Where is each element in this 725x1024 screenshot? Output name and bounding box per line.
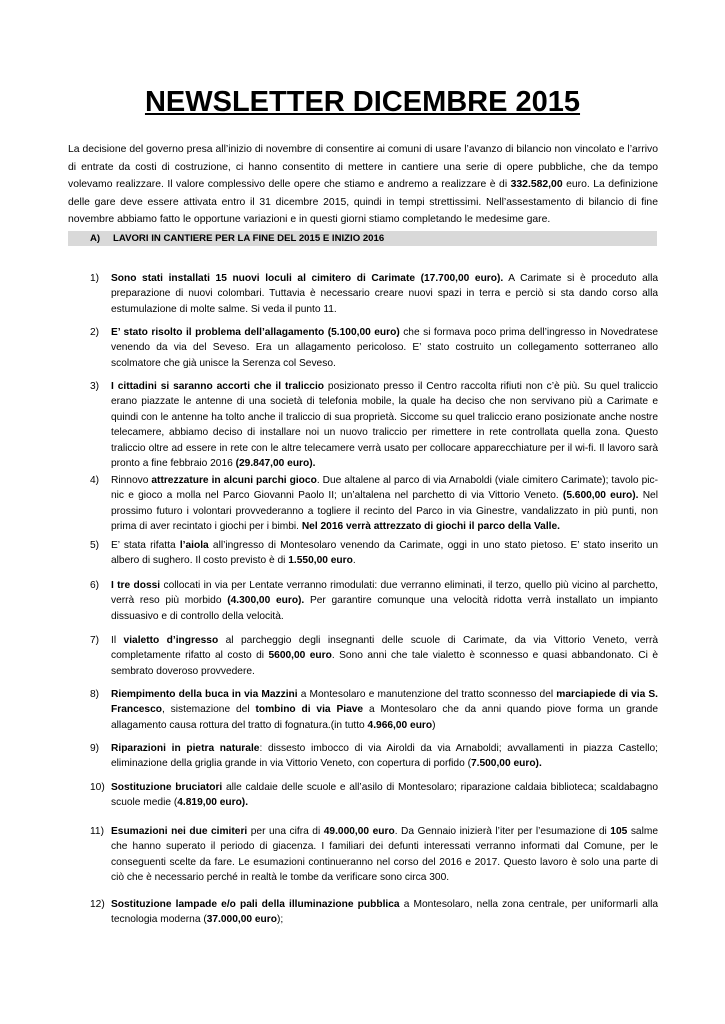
text-run: posizionato presso il Centro raccolta rifiuti non c’è più. Su quel traliccio erano piazzate le antenne di una società di telefonia mobile, la quale ha deciso che non servivano più a Carimate e quindi con le antenne ha tolto anche il traliccio di sua proprietà. Siccome su quel traliccio erano posizionate anche nostre telecamere, abbiamo deciso di installare noi un nuovo traliccio per rimettere in rete controllata quella zona. Questo traliccio oltre ad essere in rete con le altre telecamere verrà usato per collocare apparecchiature per il wi-fi. Il lavoro sarà pronto a fine febbraio 2016	[111, 381, 658, 470]
bold-text: Sono stati installati 15 nuovi loculi al cimitero di Carimate (17.700,00 euro).	[111, 273, 504, 284]
text-run: Il	[111, 635, 124, 646]
item-text	[111, 379, 658, 471]
text-run: a Montesolaro, nella zona centrale, per uniformarli alla tecnologia moderna (	[111, 899, 658, 926]
text-run: Rinnovo	[111, 475, 152, 486]
text-run: La decisione del governo presa all’inizio di novembre di consentire ai comuni di usare l’avanzo di bilancio non vincolato e l’arrivo di entrate da costi di costruzione, ci hanno consentito di mettere in cantiere una serie di opere pubbliche, che da tempo volevamo realizzare. Il valore complessivo delle opere che stiamo e andremo a realizzare è di	[68, 144, 658, 191]
text-run: che si formava poco prima dell’ingresso in Novedratese venendo da via del Seveso. Era un allagamento pericoloso. E’ stato costruito un collegamento sotterraneo allo scolmatore che già unisce la Serenza col Seveso.	[111, 327, 658, 369]
text-run: Nel prossimo futuro i volontari provvederanno a togliere il recinto del Parco in via Ginestre, vandalizzato in più punti, non prima di aver recintato i giochi per i bimbi.	[111, 490, 658, 533]
bold-text: 105	[610, 826, 628, 837]
text-run: Per garantire comunque una velocità ridotta verrà installato un impianto dissuasivo e di controllo della velocità.	[111, 595, 658, 622]
item-number: 10)	[90, 782, 105, 793]
item-number: 1)	[90, 273, 100, 284]
section-title: LAVORI IN CANTIERE PER LA FINE DEL 2015 E INIZIO 2016	[113, 233, 385, 244]
bold-text: 1.550,00 euro	[288, 555, 353, 567]
bold-text: 332.582,00	[510, 179, 563, 191]
bold-text: (5.600,00 euro).	[562, 490, 639, 502]
item-text	[111, 538, 658, 569]
text-run: , sistemazione del	[161, 704, 256, 716]
item-number: 3)	[90, 381, 100, 392]
text-run: al parcheggio degli insegnanti delle scuole di Carimate, da via Vittorio Veneto, verrà completamente rifatto al costo di	[111, 635, 658, 662]
bold-text: Riparazioni in pietra naturale	[111, 743, 260, 754]
text-run: A Carimate si è proceduto alla preparazione di nuovi colombari. Tuttavia è necessario creare nuovi spazi in terra e perciò si sta dando corso alla estumulazione di molte salme. Si veda il punto 11.	[111, 273, 658, 315]
item-number: 8)	[90, 689, 100, 700]
intro-paragraph	[68, 141, 658, 229]
item-number: 7)	[90, 635, 100, 646]
item-number: 5)	[90, 540, 100, 551]
bold-text: Esumazioni nei due cimiteri	[111, 826, 248, 837]
item-text	[111, 325, 658, 371]
text-run: . Sono anni che tale vialetto è sconnesso e quasi abbandonato. Ci è sembrato doveroso provvedere.	[111, 650, 659, 677]
text-run: a Montesolaro e manutenzione del tratto sconnesso del	[297, 689, 557, 700]
bold-text: 49.000,00 euro	[323, 826, 395, 837]
item-number: 11)	[90, 826, 104, 837]
bold-text: 4.819,00 euro).	[177, 797, 249, 809]
bold-text: Nel 2016 verrà attrezzato di giochi il parco della Valle.	[301, 521, 561, 533]
text-run: euro. La definizione delle gare deve essere attivata entro il 31 dicembre 2015, quindi in tempi strettissimi. Nell’assestamento di bilancio di fine novembre abbiamo fatto le opportune variazioni e in questi giorni stiamo completando le medesime gare.	[68, 179, 658, 226]
item-number: 12)	[90, 899, 105, 910]
item-number: 9)	[90, 743, 100, 754]
item-number: 4)	[90, 475, 100, 486]
item-text	[111, 687, 658, 733]
section-header	[68, 231, 657, 246]
bold-text: I tre dossi	[111, 580, 161, 591]
bold-text: 5600,00 euro	[268, 650, 332, 662]
text-run: per una cifra di	[247, 826, 324, 837]
bold-text: 7.500,00 euro).	[470, 758, 542, 770]
bold-text: Riempimento della buca in via Mazzini	[111, 689, 298, 700]
text-run: . Da Gennaio inizierà l’iter per l’esumazione di	[394, 826, 611, 837]
item-text	[111, 578, 658, 624]
bold-text: 37.000,00 euro	[206, 914, 277, 926]
text-run: salme che hanno superato il periodo di giacenza. I familiari dei defunti interessati verranno informati dal Comune, per le conseguenti scelte da fare. Le esumazioni continueranno nel corso del 2016 e 2017. Questo lavoro è solo una parte di ciò che è necessario perché in realtà le tombe da verificare sono circa 300.	[111, 826, 658, 884]
text-run: : dissesto imbocco di via Airoldi da via Arnaboldi; avvallamenti in piazza Castello; eliminazione della griglia grande in via Vittorio Veneto, con copertura di porfido (	[111, 743, 658, 770]
text-run: .	[352, 555, 356, 567]
text-run: collocati in via per Lentate verranno rimodulati: due verranno eliminati, il terzo, quello più vicino al parchetto, verrà reso più morbido	[111, 580, 659, 607]
section-letter: A)	[90, 233, 101, 244]
item-number: 6)	[90, 580, 100, 591]
bold-text: (29.847,00 euro).	[235, 458, 316, 470]
text-run: E’ stata rifatta	[111, 540, 180, 551]
item-text	[111, 780, 658, 811]
item-number: 2)	[90, 327, 100, 338]
text-run: alle caldaie delle scuole e all’asilo di Montesolaro; riparazione caldaia biblioteca; scaldabagno scuole medie (	[111, 782, 659, 809]
bold-text: 4.966,00 euro	[367, 719, 433, 731]
text-run: a Montesolaro che da anni quando piove forma un grande allagamento causa rottura del tratto di fognatura.(in tutto	[111, 704, 658, 731]
text-run: . Due altalene al parco di via Arnaboldi (viale cimitero Carimate); tavolo pic-nic e gioco a molla nel Parco Giovanni Paolo II; un’altalena nel parchetto di via Vittorio Veneto.	[111, 475, 659, 502]
item-text	[111, 741, 658, 772]
bold-text: vialetto d’ingresso	[123, 635, 219, 646]
bold-text: Sostituzione bruciatori	[111, 782, 223, 793]
bold-text: I cittadini si saranno accorti che il traliccio	[111, 381, 325, 392]
item-text	[111, 271, 658, 317]
item-text	[111, 473, 658, 535]
bold-text: tombino di via Piave	[255, 704, 364, 716]
bold-text: l’aiola	[179, 540, 209, 551]
item-text	[111, 897, 658, 928]
text-run: );	[276, 914, 284, 926]
page-title: NEWSLETTER DICEMBRE 2015	[144, 86, 581, 118]
item-text	[111, 824, 658, 886]
text-run: )	[432, 719, 436, 731]
bold-text: Sostituzione lampade e/o pali della illuminazione pubblica	[111, 899, 400, 910]
bold-text: marciapiede di via S. Francesco	[111, 689, 658, 716]
bold-text: attrezzature in alcuni parchi gioco	[151, 475, 317, 486]
text-run: all’ingresso di Montesolaro venendo da Carimate, oggi in uno stato pietoso. E’ stato inserito un albero di sughero. Il costo previsto è di	[111, 540, 658, 567]
item-text	[111, 633, 658, 679]
bold-text: E’ stato risolto il problema dell’allagamento (5.100,00 euro)	[111, 327, 400, 338]
bold-text: (4.300,00 euro).	[227, 595, 305, 607]
